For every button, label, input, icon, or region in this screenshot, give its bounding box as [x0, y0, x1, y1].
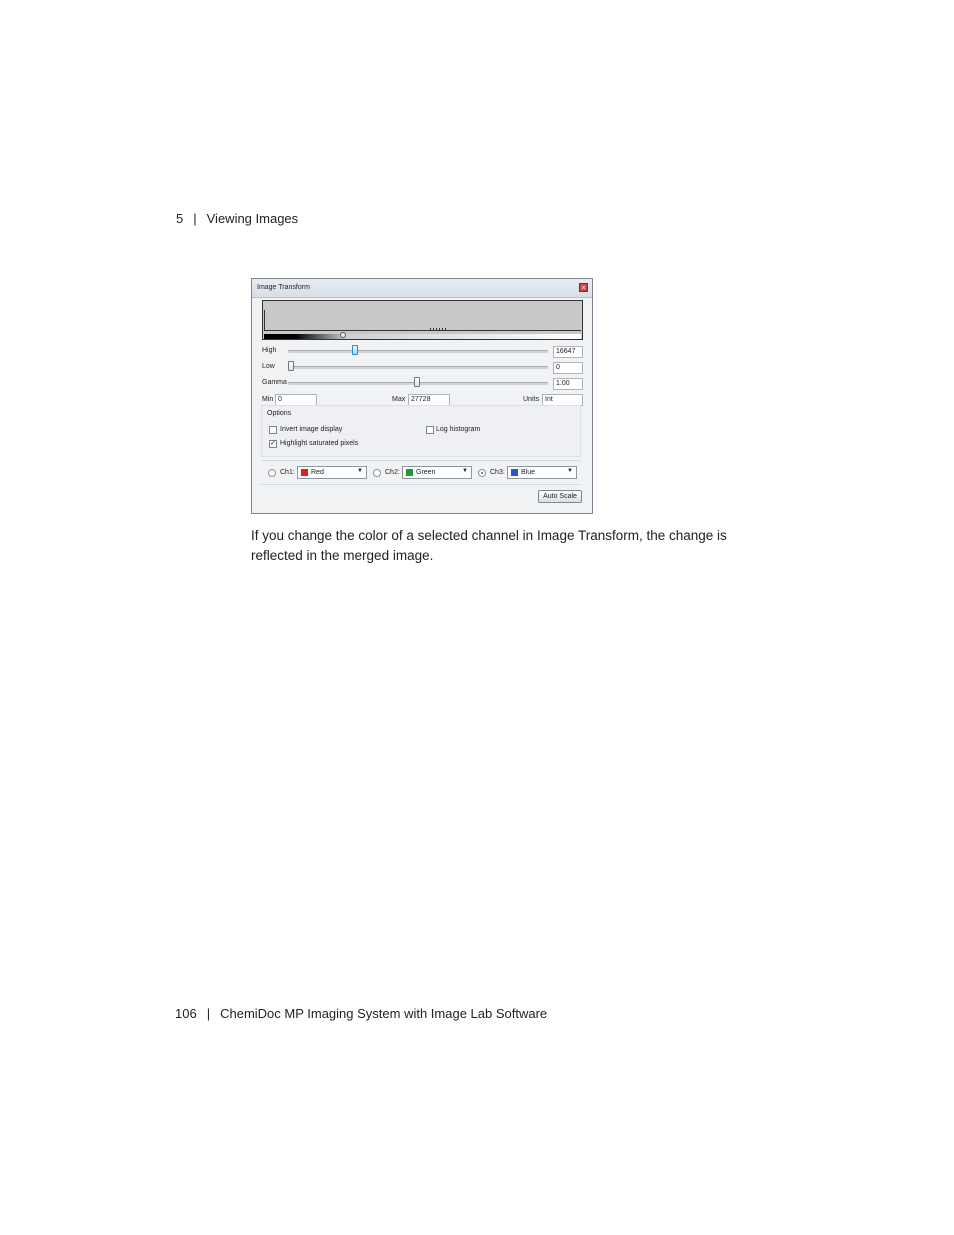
- running-footer: [175, 1006, 547, 1021]
- ch3-radio[interactable]: [478, 469, 486, 477]
- chevron-down-icon: ▼: [357, 468, 363, 474]
- auto-scale-button[interactable]: Auto Scale: [538, 490, 582, 503]
- ch2-label: Ch2:: [385, 469, 400, 476]
- histogram-display: [262, 300, 583, 340]
- high-slider-thumb[interactable]: [352, 345, 358, 355]
- invert-image-checkbox[interactable]: [269, 426, 277, 434]
- dialog-title: Image Transform: [257, 284, 310, 291]
- log-histogram-label: Log histogram: [436, 426, 481, 433]
- image-transform-dialog: [251, 278, 593, 514]
- options-title: Options: [267, 410, 292, 417]
- low-slider-track[interactable]: [288, 366, 548, 369]
- high-label: High: [262, 347, 277, 354]
- ch1-label: Ch1:: [280, 469, 295, 476]
- ch2-color-value: Green: [416, 469, 436, 476]
- options-divider: [261, 460, 581, 461]
- green-swatch-icon: [406, 469, 413, 476]
- highlight-saturated-label: Highlight saturated pixels: [280, 440, 359, 447]
- red-swatch-icon: [301, 469, 308, 476]
- ch1-color-value: Red: [311, 469, 324, 476]
- section-title: Viewing Images: [206, 211, 299, 226]
- units-label: Units: [523, 396, 539, 403]
- footer-separator: |: [206, 1006, 211, 1021]
- low-slider-thumb[interactable]: [288, 361, 294, 371]
- log-histogram-checkbox[interactable]: [426, 426, 434, 434]
- histogram-peak: [264, 310, 265, 330]
- ch1-radio[interactable]: [268, 469, 276, 477]
- gamma-label: Gamma: [262, 379, 287, 386]
- max-value-field[interactable]: 27728: [408, 394, 450, 406]
- ch3-color-value: Blue: [521, 469, 536, 476]
- max-label: Max: [392, 396, 406, 403]
- intensity-gradient-bar: [264, 334, 581, 339]
- min-value-field[interactable]: 0: [275, 394, 317, 406]
- close-button[interactable]: ×: [579, 283, 588, 292]
- page-number: 106: [175, 1006, 197, 1021]
- gradient-marker[interactable]: [340, 332, 346, 338]
- invert-image-label: Invert image display: [280, 426, 343, 433]
- high-slider-track[interactable]: [288, 350, 548, 353]
- low-label: Low: [262, 363, 275, 370]
- chapter-number: 5: [176, 211, 184, 226]
- low-value-field[interactable]: 0: [553, 362, 583, 374]
- ch3-label: Ch3:: [490, 469, 505, 476]
- blue-swatch-icon: [511, 469, 518, 476]
- channels-divider: [261, 484, 581, 485]
- high-value-field[interactable]: 16647: [553, 346, 583, 358]
- gamma-value-field[interactable]: 1.00: [553, 378, 583, 390]
- gamma-slider-thumb[interactable]: [414, 377, 420, 387]
- dialog-titlebar[interactable]: [252, 279, 592, 298]
- min-label: Min: [262, 396, 274, 403]
- book-title: ChemiDoc MP Imaging System with Image Lab Software: [220, 1006, 548, 1021]
- running-header: [176, 211, 298, 226]
- chevron-down-icon: ▼: [567, 468, 573, 474]
- ch1-color-dropdown[interactable]: [297, 466, 367, 479]
- ch2-color-dropdown[interactable]: [402, 466, 472, 479]
- highlight-saturated-checkbox[interactable]: ✓: [270, 440, 276, 447]
- ch2-radio[interactable]: [373, 469, 381, 477]
- chevron-down-icon: ▼: [462, 468, 468, 474]
- histogram-baseline: [264, 330, 581, 331]
- header-separator: |: [193, 211, 197, 226]
- body-paragraph: If you change the color of a selected channel in Image Transform, the change is reflected in the merged image.: [251, 528, 727, 563]
- units-value-field[interactable]: Int: [542, 394, 583, 406]
- ch3-color-dropdown[interactable]: [507, 466, 577, 479]
